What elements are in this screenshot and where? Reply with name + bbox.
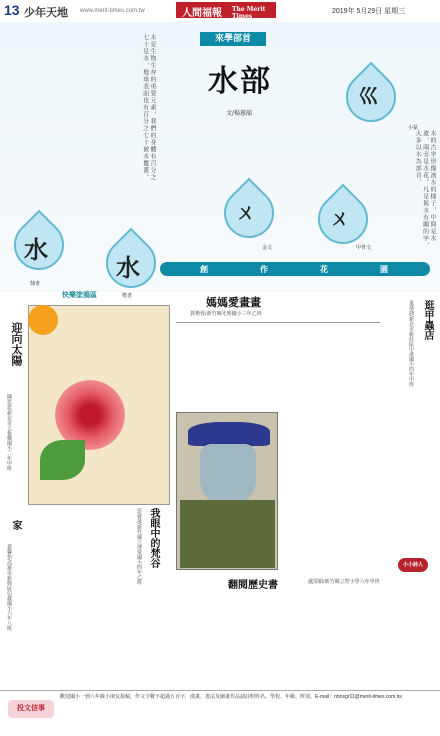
little-poet-badge: 小小詩人 xyxy=(398,558,428,572)
poem-title: 家 xyxy=(10,520,21,530)
poem-author: 黃馨怡/高雄市新興區信義國小六年八班 xyxy=(6,544,12,631)
submit-button[interactable]: 投文信事 xyxy=(8,700,54,718)
drop-lishu xyxy=(14,220,64,270)
drop-label: 隸書 xyxy=(30,281,41,287)
drop-kaishu xyxy=(106,238,156,288)
drop-glyph: 巛 xyxy=(358,84,378,108)
issue-date: 2019年 5月29日 星期三 xyxy=(332,8,406,15)
newspaper-logo xyxy=(176,2,276,18)
drawing1-title: 迎向太陽 xyxy=(10,322,22,366)
logo-cn: 人間福報 xyxy=(182,8,222,19)
drop-label: 楷書 xyxy=(122,293,133,299)
feature-text-left: 水是生物生存的重要元素，我們的身體有百分之七十是水，地球表面也有百分之七十被水覆蓋。 xyxy=(141,34,156,181)
feature-ribbon: 來學部首 xyxy=(200,32,266,46)
band-char: 創 xyxy=(200,264,208,274)
logo-en: The Merit Times xyxy=(232,6,266,20)
face-shape xyxy=(200,444,256,504)
article-title: 媽媽愛畫畫 xyxy=(206,297,261,309)
creation-garden-band xyxy=(160,262,430,276)
beret-shape xyxy=(188,422,270,446)
history-byline: 盧霈穎/新竹縣立智小學六年甲班 xyxy=(308,579,380,585)
feature-title: 水部 xyxy=(208,64,272,99)
page-number: 13 xyxy=(4,2,20,18)
feature-byline: 文/楊蕙韻 xyxy=(226,110,253,117)
coat-shape xyxy=(180,500,275,568)
bug-author: 童郁涵/新北市新莊區中港國小四年甲班 xyxy=(408,300,414,387)
leaf-shape xyxy=(40,440,85,480)
band-char: 園 xyxy=(380,264,388,274)
drop-xiaozhuan xyxy=(346,72,396,122)
drop-label: 小篆 xyxy=(408,125,419,131)
divider xyxy=(176,322,380,323)
drop-glyph: ㄨ xyxy=(330,206,350,230)
drawing2-title: 我眼中的梵谷 xyxy=(148,508,159,568)
drawing1-author: 陳思恩/新北市立板橋國小二年甲班 xyxy=(6,394,12,471)
article-byline: 賀楷蓉/新竹縣光明國小三年乙班 xyxy=(190,311,262,317)
quick-doodle-label: 快樂塗鴉區 xyxy=(62,292,97,299)
band-char: 花 xyxy=(320,264,328,274)
drop-glyph: 水 xyxy=(116,253,140,282)
history-title: 翻閱歷史書 xyxy=(228,580,278,591)
sun-shape xyxy=(28,305,58,335)
section-name: 少年天地 xyxy=(24,7,68,19)
band-char: 作 xyxy=(260,264,268,274)
drop-label: 金文 xyxy=(262,245,273,251)
drop-label: 甲骨文 xyxy=(356,245,372,251)
site-url[interactable]: www.merit-times.com.tw xyxy=(80,8,145,14)
footer-notice: 歡迎國小一到六年級小朋友投稿，作文字數不超過五百字，漫畫、書法及圖畫作品請註明姓名、學校、年級、班別。E-mail：nbnsgr11@merit-times.com.tw xyxy=(60,694,402,700)
drop-glyph: 水 xyxy=(24,235,48,264)
drop-jiaguwen xyxy=(318,194,368,244)
feature-text-right: 水的古字形像流水的樣子，中間是水流，兩旁是水花。凡是與水有關的字，大多以水為部首。 xyxy=(414,130,436,249)
drop-jinwen xyxy=(224,188,274,238)
bug-title: 逛甲蟲店 xyxy=(422,300,433,340)
drop-glyph: ㄨ xyxy=(236,200,256,224)
drawing2-author: 彭睿晟/新竹縣立博愛國小四年乙班 xyxy=(136,508,142,585)
